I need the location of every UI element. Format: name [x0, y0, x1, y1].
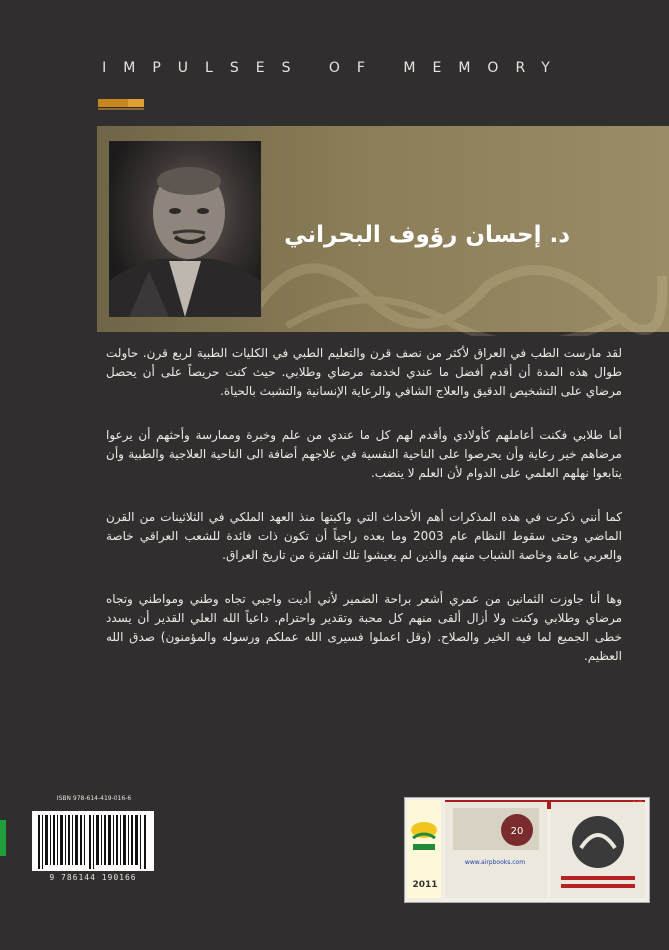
blurb-paragraph: لقد مارست الطب في العراق لأكثر من نصف قرن والتعليم الطبي في الكليات الطبية لربع قرن. حاولت طوال هذه المدة أن أقدم أفضل ما عندي لخدمة مرضاي وطلابي. حيث كنت حريصاً على أن يحصل مرضاي على التشخيص الدقيق والعلاج الشافي والرعاية الإنسانية والتشبث بالحياة.	[106, 346, 622, 398]
blurb-paragraph: كما أنني ذكرت في هذه المذكرات أهم الأحداث التي واكبتها منذ العهد الملكي في الثلاثينات من القرن الماضي وحتى سقوط النظام عام 2003 وما بعده راجياً أن تكون ذات فائدة للشعب العراقي خاصة والعربي عامة وخاصة الشباب منهم والذين لم يعيشوا تلك الفترة من تاريخ العراق.	[106, 510, 622, 562]
sticker-logo-panel	[407, 800, 441, 898]
barcode-number: 9 786144 190166	[49, 873, 137, 882]
sticker-year: 2011	[412, 880, 438, 890]
barcode-icon	[32, 811, 154, 871]
sticker-website: www.airpbooks.com	[464, 859, 526, 866]
blurb-paragraph: أما طلابي فكنت أعاملهم كأولادي وأقدم لهم كل ما عندي من علم وخبرة وممارسة وأحثهم أن يرعوا مرضاهم خير رعاية وأن يحرصوا على الناحية النفسية في علاجهم أضافة الى الناحية العلاجية والطبية وأن يتابعوا نهلهم العلمي على الدوام لأن العلم لا ينضب.	[106, 428, 622, 480]
book-fair-sticker	[404, 797, 650, 903]
fair-logo-icon	[407, 800, 441, 870]
author-portrait-icon	[109, 141, 261, 317]
edge-marker	[0, 820, 6, 856]
author-name: د. إحسان رؤوف البحراني	[284, 222, 570, 248]
sticker-right-panel	[551, 802, 645, 898]
publisher-logo-icon	[98, 98, 144, 112]
sticker-middle-panel	[445, 802, 547, 898]
series-title: IMPULSES OF MEMORY	[102, 60, 567, 76]
blurb-paragraph: وها أنا جاوزت الثمانين من عمري أشعر براحة الضمير لأني أديت واجبي تجاه وطني ومواطني وتجاه مرضاي وطلابي وكنت ولا أزال ألقى منهم كل محبة وتقدير واحترام. داعياً الله العلي القدير أن يسدد خطى الجميع لما فيه الخير والصلاح. (وقل اعملوا فسيرى الله عملكم ورسوله والمؤمنون) صدق الله العظيم.	[106, 592, 622, 663]
isbn-label: ISBN 978-614-419-016-6	[56, 795, 132, 802]
author-photo	[109, 141, 261, 317]
svg-text:20: 20	[510, 826, 524, 837]
barcode	[32, 811, 154, 871]
publisher-emblem-icon	[551, 802, 645, 898]
blurb-text	[106, 344, 622, 691]
sticker-badge-icon	[445, 802, 547, 858]
